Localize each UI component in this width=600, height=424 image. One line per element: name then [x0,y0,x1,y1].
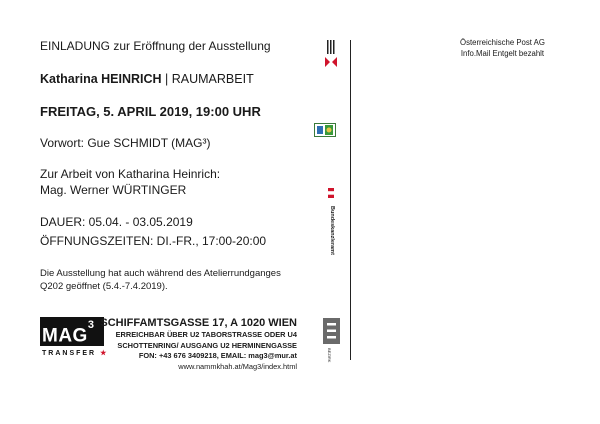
address-block [100,317,297,372]
atelier-note [40,267,281,293]
sponsor-logo-bundeskanzleramt [327,188,337,260]
bundeskanzleramt-label: Bundeskanzleramt [329,206,335,255]
logo-subtitle [42,349,106,357]
about-work-author: Mag. Werner WÜRTINGER [40,183,187,197]
opening-date: FREITAG, 5. APRIL 2019, 19:00 UHR [40,104,261,119]
address-line: ERREICHBAR ÜBER U2 TABORSTRASSE ODER U4 [115,330,297,339]
note-line: Die Ausstellung hat auch während des Atelierrundganges [40,268,281,279]
address-heading: SCHIFFAMTSGASSE 17, A 1020 WIEN [100,317,297,329]
website-link[interactable]: www.nammkhah.at/Mag3/index.html [178,361,297,371]
postage-line: Österreichische Post AG [460,38,545,47]
foreword-line: Vorwort: Gue SCHMIDT (MAG³) [40,136,211,150]
star-icon: ★ [100,350,107,357]
sponsor-logo-district-2 [323,318,340,366]
opening-hours-line: ÖFFNUNGSZEITEN: DI.-FR., 17:00-20:00 [40,234,267,248]
postage-mark [460,38,545,59]
sponsor-logo-wien-kultur [324,40,338,70]
sponsor-logo-district [314,123,336,137]
district-caption: BEZIRK [327,348,332,363]
duration-line: DAUER: 05.04. - 03.05.2019 [40,215,193,229]
about-work [40,166,220,198]
note-line: Q202 geöffnet (5.4.-7.4.2019). [40,281,168,292]
logo-main: MAG [42,325,88,347]
exhibition-times [40,213,266,251]
artist-separator: | [161,72,172,86]
invitation-line: EINLADUNG zur Eröffnung der Ausstellung [40,39,271,53]
artist-line [40,72,254,86]
postage-line: Info.Mail Entgelt bezahlt [460,48,545,58]
address-line: SCHOTTENRING/ AUSGANG U2 HERMINENGASSE [117,340,297,350]
district-emblem-icon [323,318,340,344]
logo-mark [40,317,104,346]
logo-sup: 3 [87,319,95,331]
address-line: FON: +43 676 3409218, EMAIL: mag3@mur.at [138,351,297,361]
about-work-line: Zur Arbeit von Katharina Heinrich: [40,167,221,181]
flag-icon [328,188,334,198]
card-divider [350,40,351,360]
exhibition-title: RAUMARBEIT [171,72,254,86]
logo-sub-text: TRANSFER [42,350,97,357]
artist-name: Katharina HEINRICH [40,72,162,86]
